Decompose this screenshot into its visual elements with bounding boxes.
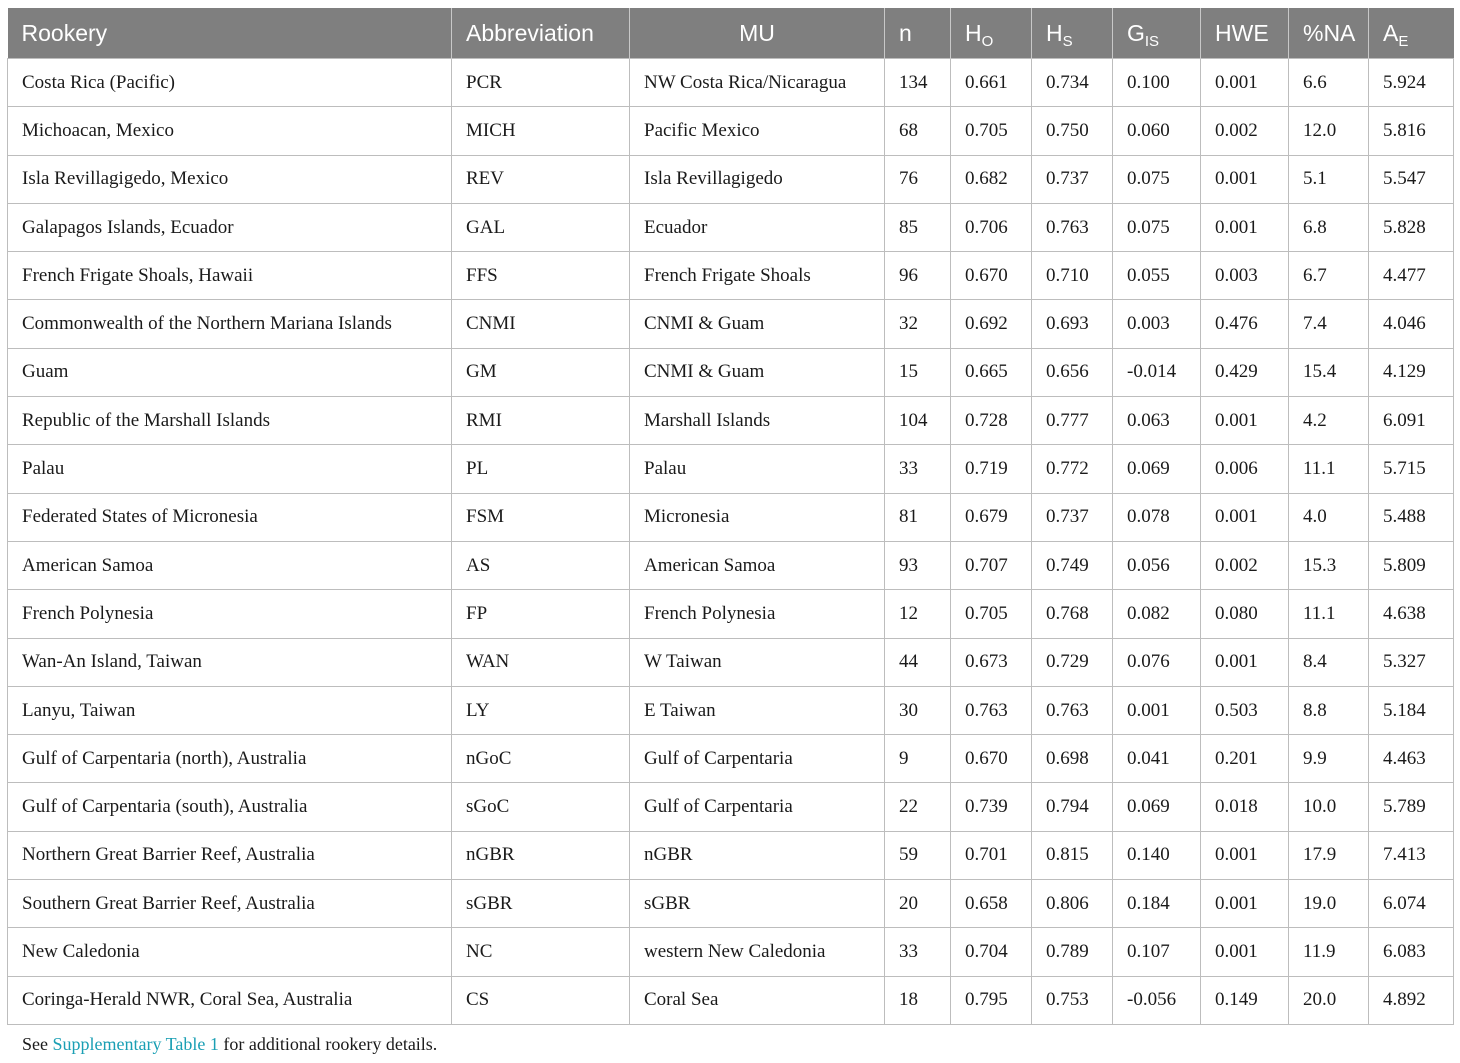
cell-abbreviation: WAN [452, 638, 630, 686]
cell-abbreviation: AS [452, 541, 630, 589]
cell-gis: 0.100 [1113, 59, 1201, 107]
cell-rookery: Republic of the Marshall Islands [8, 397, 452, 445]
table-row [8, 155, 1454, 203]
col-header-n: n [885, 8, 951, 59]
table-row [8, 590, 1454, 638]
cell-n: 33 [885, 445, 951, 493]
cell-pct-na: 6.7 [1289, 252, 1369, 300]
cell-rookery: Southern Great Barrier Reef, Australia [8, 880, 452, 928]
cell-gis: 0.001 [1113, 686, 1201, 734]
cell-abbreviation: LY [452, 686, 630, 734]
cell-hwe: 0.001 [1201, 397, 1289, 445]
cell-n: 59 [885, 831, 951, 879]
cell-abbreviation: nGBR [452, 831, 630, 879]
cell-pct-na: 6.8 [1289, 203, 1369, 251]
cell-rookery: Commonwealth of the Northern Mariana Islands [8, 300, 452, 348]
cell-ae: 5.828 [1369, 203, 1454, 251]
col-header-ae: $A_E$ [1369, 8, 1454, 59]
cell-gis: 0.069 [1113, 783, 1201, 831]
supplementary-table-link[interactable]: Supplementary Table 1 [52, 1034, 219, 1054]
cell-ho: 0.670 [951, 252, 1032, 300]
cell-ae: 4.129 [1369, 348, 1454, 396]
cell-ae: 5.789 [1369, 783, 1454, 831]
table-row [8, 59, 1454, 107]
cell-n: 44 [885, 638, 951, 686]
cell-ho: 0.692 [951, 300, 1032, 348]
cell-ae: 5.816 [1369, 107, 1454, 155]
cell-hwe: 0.001 [1201, 203, 1289, 251]
col-header-ho: $H_O$ [951, 8, 1032, 59]
cell-gis: 0.075 [1113, 203, 1201, 251]
table-row [8, 735, 1454, 783]
cell-mu: Palau [630, 445, 885, 493]
col-header-gis: $G_{IS}$ [1113, 8, 1201, 59]
cell-rookery: French Polynesia [8, 590, 452, 638]
cell-hwe: 0.018 [1201, 783, 1289, 831]
table-row [8, 107, 1454, 155]
table-row [8, 880, 1454, 928]
cell-ae: 5.715 [1369, 445, 1454, 493]
table-row [8, 541, 1454, 589]
cell-hwe: 0.149 [1201, 976, 1289, 1024]
cell-hs: 0.777 [1032, 397, 1113, 445]
cell-hwe: 0.001 [1201, 638, 1289, 686]
cell-pct-na: 4.0 [1289, 493, 1369, 541]
cell-n: 81 [885, 493, 951, 541]
cell-rookery: Gulf of Carpentaria (north), Australia [8, 735, 452, 783]
cell-abbreviation: CS [452, 976, 630, 1024]
table-header-row [8, 8, 1454, 59]
cell-ho: 0.705 [951, 107, 1032, 155]
cell-n: 30 [885, 686, 951, 734]
cell-ae: 4.463 [1369, 735, 1454, 783]
cell-abbreviation: GAL [452, 203, 630, 251]
cell-ho: 0.701 [951, 831, 1032, 879]
cell-ho: 0.763 [951, 686, 1032, 734]
cell-ae: 5.924 [1369, 59, 1454, 107]
cell-hs: 0.772 [1032, 445, 1113, 493]
cell-ae: 4.477 [1369, 252, 1454, 300]
cell-hs: 0.656 [1032, 348, 1113, 396]
cell-abbreviation: PCR [452, 59, 630, 107]
cell-hwe: 0.201 [1201, 735, 1289, 783]
col-header-pct-na: %NA [1289, 8, 1369, 59]
table-row [8, 252, 1454, 300]
cell-hwe: 0.006 [1201, 445, 1289, 493]
cell-ae: 4.638 [1369, 590, 1454, 638]
cell-abbreviation: FP [452, 590, 630, 638]
cell-n: 104 [885, 397, 951, 445]
cell-hs: 0.737 [1032, 155, 1113, 203]
cell-rookery: Wan-An Island, Taiwan [8, 638, 452, 686]
cell-ho: 0.679 [951, 493, 1032, 541]
cell-ho: 0.739 [951, 783, 1032, 831]
cell-pct-na: 10.0 [1289, 783, 1369, 831]
cell-rookery: Costa Rica (Pacific) [8, 59, 452, 107]
cell-hs: 0.729 [1032, 638, 1113, 686]
cell-hs: 0.789 [1032, 928, 1113, 976]
cell-ho: 0.682 [951, 155, 1032, 203]
cell-gis: 0.069 [1113, 445, 1201, 493]
cell-n: 76 [885, 155, 951, 203]
cell-hs: 0.763 [1032, 203, 1113, 251]
cell-hs: 0.806 [1032, 880, 1113, 928]
cell-mu: Coral Sea [630, 976, 885, 1024]
cell-hs: 0.737 [1032, 493, 1113, 541]
cell-ho: 0.670 [951, 735, 1032, 783]
cell-n: 12 [885, 590, 951, 638]
cell-gis: 0.184 [1113, 880, 1201, 928]
cell-mu: CNMI & Guam [630, 348, 885, 396]
cell-hwe: 0.001 [1201, 880, 1289, 928]
table-row [8, 397, 1454, 445]
cell-mu: CNMI & Guam [630, 300, 885, 348]
cell-hs: 0.750 [1032, 107, 1113, 155]
cell-rookery: Michoacan, Mexico [8, 107, 452, 155]
table-row [8, 831, 1454, 879]
cell-abbreviation: CNMI [452, 300, 630, 348]
cell-abbreviation: sGBR [452, 880, 630, 928]
cell-abbreviation: GM [452, 348, 630, 396]
cell-abbreviation: REV [452, 155, 630, 203]
cell-gis: 0.056 [1113, 541, 1201, 589]
cell-pct-na: 17.9 [1289, 831, 1369, 879]
cell-hs: 0.749 [1032, 541, 1113, 589]
cell-ae: 5.809 [1369, 541, 1454, 589]
cell-gis: -0.014 [1113, 348, 1201, 396]
cell-gis: 0.060 [1113, 107, 1201, 155]
cell-pct-na: 8.8 [1289, 686, 1369, 734]
cell-hs: 0.768 [1032, 590, 1113, 638]
cell-hs: 0.698 [1032, 735, 1113, 783]
cell-hwe: 0.001 [1201, 831, 1289, 879]
cell-ho: 0.673 [951, 638, 1032, 686]
cell-mu: sGBR [630, 880, 885, 928]
cell-rookery: New Caledonia [8, 928, 452, 976]
cell-mu: Micronesia [630, 493, 885, 541]
cell-pct-na: 9.9 [1289, 735, 1369, 783]
cell-hwe: 0.002 [1201, 107, 1289, 155]
cell-gis: 0.076 [1113, 638, 1201, 686]
cell-rookery: Isla Revillagigedo, Mexico [8, 155, 452, 203]
col-header-hs: $H_S$ [1032, 8, 1113, 59]
cell-n: 85 [885, 203, 951, 251]
cell-ae: 6.083 [1369, 928, 1454, 976]
cell-ho: 0.661 [951, 59, 1032, 107]
cell-hs: 0.734 [1032, 59, 1113, 107]
cell-pct-na: 15.4 [1289, 348, 1369, 396]
cell-pct-na: 15.3 [1289, 541, 1369, 589]
cell-hs: 0.815 [1032, 831, 1113, 879]
cell-gis: 0.078 [1113, 493, 1201, 541]
cell-mu: Isla Revillagigedo [630, 155, 885, 203]
cell-abbreviation: nGoC [452, 735, 630, 783]
cell-rookery: Gulf of Carpentaria (south), Australia [8, 783, 452, 831]
cell-abbreviation: NC [452, 928, 630, 976]
cell-ae: 5.327 [1369, 638, 1454, 686]
cell-ho: 0.728 [951, 397, 1032, 445]
cell-mu: American Samoa [630, 541, 885, 589]
cell-pct-na: 4.2 [1289, 397, 1369, 445]
cell-ae: 5.547 [1369, 155, 1454, 203]
table-row [8, 445, 1454, 493]
cell-rookery: Federated States of Micronesia [8, 493, 452, 541]
cell-hwe: 0.001 [1201, 155, 1289, 203]
cell-pct-na: 6.6 [1289, 59, 1369, 107]
cell-mu: NW Costa Rica/Nicaragua [630, 59, 885, 107]
cell-abbreviation: FSM [452, 493, 630, 541]
cell-ho: 0.719 [951, 445, 1032, 493]
cell-gis: 0.107 [1113, 928, 1201, 976]
cell-hs: 0.693 [1032, 300, 1113, 348]
cell-gis: -0.056 [1113, 976, 1201, 1024]
cell-pct-na: 19.0 [1289, 880, 1369, 928]
table-row [8, 928, 1454, 976]
table-row [8, 493, 1454, 541]
cell-rookery: Guam [8, 348, 452, 396]
cell-mu: French Polynesia [630, 590, 885, 638]
cell-mu: Pacific Mexico [630, 107, 885, 155]
cell-gis: 0.140 [1113, 831, 1201, 879]
cell-ae: 4.046 [1369, 300, 1454, 348]
table-row [8, 203, 1454, 251]
cell-ae: 6.091 [1369, 397, 1454, 445]
cell-n: 9 [885, 735, 951, 783]
cell-ho: 0.707 [951, 541, 1032, 589]
cell-hs: 0.763 [1032, 686, 1113, 734]
table-row [8, 976, 1454, 1024]
cell-hwe: 0.080 [1201, 590, 1289, 638]
cell-gis: 0.041 [1113, 735, 1201, 783]
cell-n: 33 [885, 928, 951, 976]
cell-pct-na: 12.0 [1289, 107, 1369, 155]
cell-ae: 5.184 [1369, 686, 1454, 734]
cell-gis: 0.075 [1113, 155, 1201, 203]
cell-abbreviation: FFS [452, 252, 630, 300]
cell-mu: W Taiwan [630, 638, 885, 686]
cell-abbreviation: MICH [452, 107, 630, 155]
cell-mu: Gulf of Carpentaria [630, 735, 885, 783]
table-row [8, 348, 1454, 396]
cell-pct-na: 8.4 [1289, 638, 1369, 686]
cell-mu: nGBR [630, 831, 885, 879]
cell-rookery: American Samoa [8, 541, 452, 589]
cell-hs: 0.794 [1032, 783, 1113, 831]
table-row [8, 686, 1454, 734]
cell-ae: 4.892 [1369, 976, 1454, 1024]
cell-mu: Ecuador [630, 203, 885, 251]
cell-gis: 0.063 [1113, 397, 1201, 445]
cell-ae: 6.074 [1369, 880, 1454, 928]
cell-n: 22 [885, 783, 951, 831]
cell-rookery: Palau [8, 445, 452, 493]
cell-ho: 0.704 [951, 928, 1032, 976]
cell-gis: 0.082 [1113, 590, 1201, 638]
cell-n: 20 [885, 880, 951, 928]
cell-ae: 5.488 [1369, 493, 1454, 541]
col-header-rookery: Rookery [8, 8, 452, 59]
cell-n: 32 [885, 300, 951, 348]
cell-ho: 0.665 [951, 348, 1032, 396]
cell-rookery: Northern Great Barrier Reef, Australia [8, 831, 452, 879]
cell-ho: 0.705 [951, 590, 1032, 638]
cell-hs: 0.710 [1032, 252, 1113, 300]
cell-pct-na: 20.0 [1289, 976, 1369, 1024]
table-row [8, 783, 1454, 831]
table-footnote: See Supplementary Table 1 for additional rookery details. [22, 1034, 438, 1054]
cell-hwe: 0.001 [1201, 59, 1289, 107]
cell-n: 15 [885, 348, 951, 396]
cell-pct-na: 11.1 [1289, 590, 1369, 638]
cell-pct-na: 5.1 [1289, 155, 1369, 203]
cell-n: 93 [885, 541, 951, 589]
cell-ho: 0.706 [951, 203, 1032, 251]
col-header-mu: MU [630, 8, 885, 59]
cell-mu: E Taiwan [630, 686, 885, 734]
cell-n: 18 [885, 976, 951, 1024]
table-row [8, 300, 1454, 348]
cell-hwe: 0.002 [1201, 541, 1289, 589]
cell-hwe: 0.003 [1201, 252, 1289, 300]
col-header-hwe: HWE [1201, 8, 1289, 59]
col-header-abbreviation: Abbreviation [452, 8, 630, 59]
cell-pct-na: 11.9 [1289, 928, 1369, 976]
cell-abbreviation: RMI [452, 397, 630, 445]
cell-rookery: French Frigate Shoals, Hawaii [8, 252, 452, 300]
cell-rookery: Coringa-Herald NWR, Coral Sea, Australia [8, 976, 452, 1024]
cell-n: 134 [885, 59, 951, 107]
cell-rookery: Galapagos Islands, Ecuador [8, 203, 452, 251]
cell-ho: 0.658 [951, 880, 1032, 928]
cell-hwe: 0.001 [1201, 493, 1289, 541]
cell-hwe: 0.429 [1201, 348, 1289, 396]
table-row [8, 638, 1454, 686]
cell-mu: Marshall Islands [630, 397, 885, 445]
cell-gis: 0.003 [1113, 300, 1201, 348]
rookery-table [7, 8, 1454, 1025]
cell-gis: 0.055 [1113, 252, 1201, 300]
cell-ae: 7.413 [1369, 831, 1454, 879]
cell-hs: 0.753 [1032, 976, 1113, 1024]
cell-mu: western New Caledonia [630, 928, 885, 976]
cell-pct-na: 7.4 [1289, 300, 1369, 348]
cell-pct-na: 11.1 [1289, 445, 1369, 493]
cell-mu: Gulf of Carpentaria [630, 783, 885, 831]
cell-n: 68 [885, 107, 951, 155]
cell-hwe: 0.503 [1201, 686, 1289, 734]
cell-abbreviation: PL [452, 445, 630, 493]
cell-n: 96 [885, 252, 951, 300]
cell-rookery: Lanyu, Taiwan [8, 686, 452, 734]
cell-hwe: 0.476 [1201, 300, 1289, 348]
cell-mu: French Frigate Shoals [630, 252, 885, 300]
cell-abbreviation: sGoC [452, 783, 630, 831]
cell-ho: 0.795 [951, 976, 1032, 1024]
cell-hwe: 0.001 [1201, 928, 1289, 976]
